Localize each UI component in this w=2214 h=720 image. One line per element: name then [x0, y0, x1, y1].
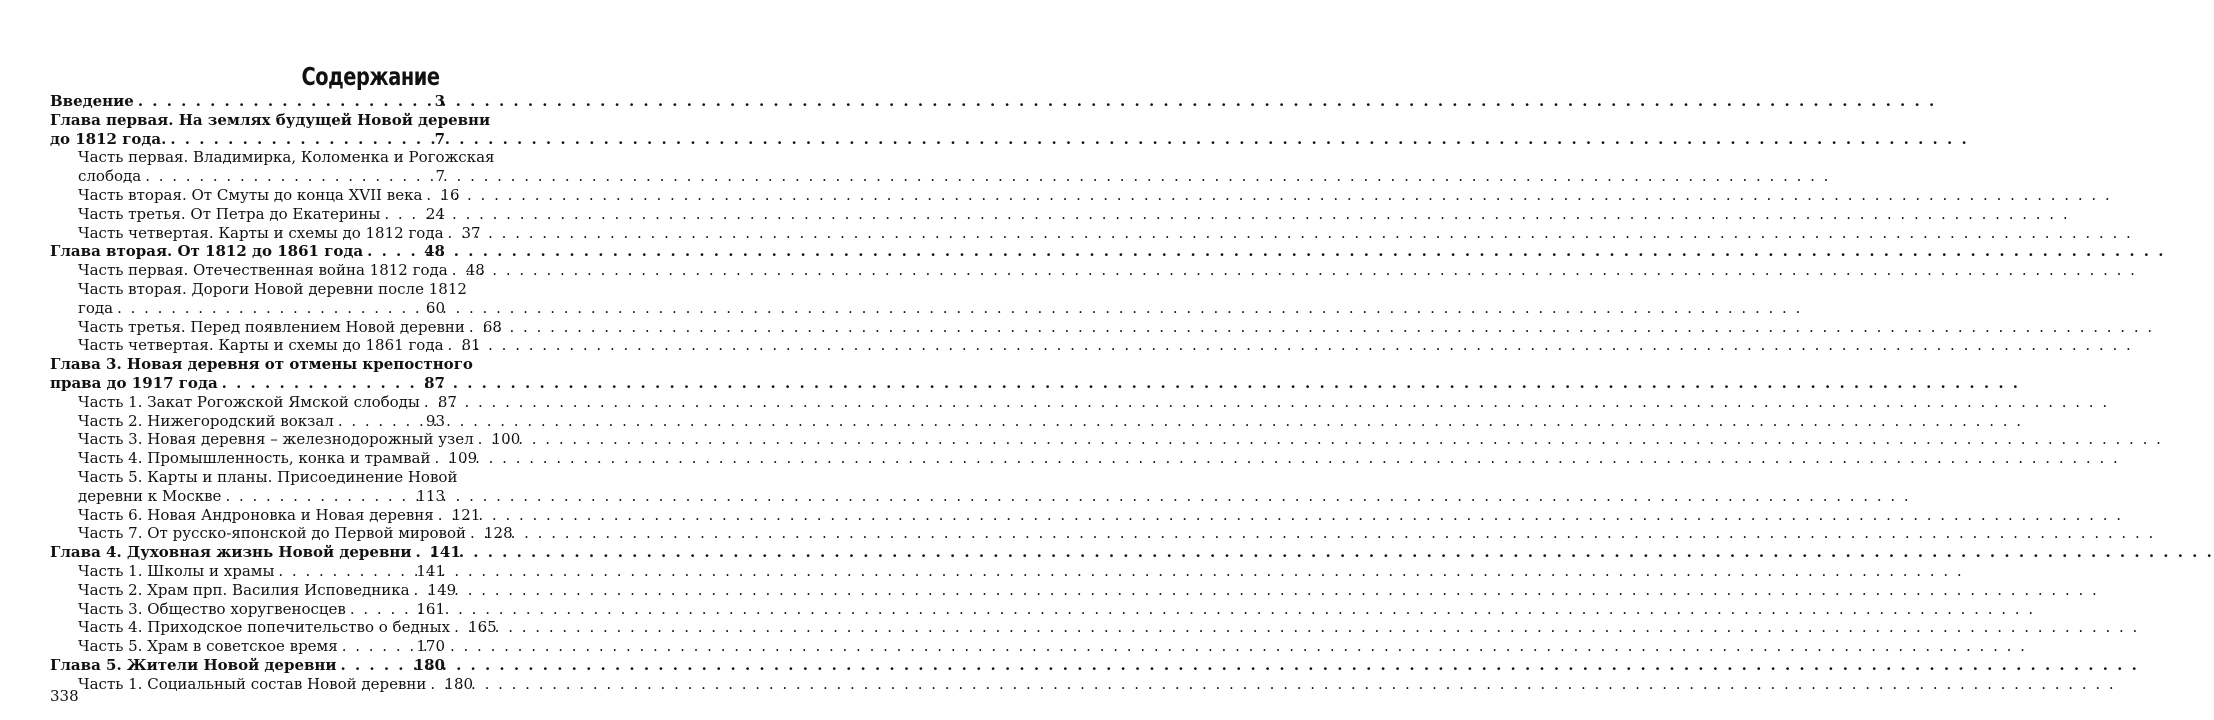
toc-entry-label-line1: Глава первая. На землях будущей Новой деревни [50, 110, 491, 129]
page-title: Содержание [301, 62, 440, 91]
toc-entry-page: 24 [425, 204, 445, 223]
toc-entry-label: Глава 4. Духовная жизнь Новой деревни [50, 543, 412, 562]
toc-entry-page: 81 [461, 336, 481, 355]
dot-leader [341, 656, 410, 675]
toc-entry-label: деревни к Москве [78, 486, 222, 505]
toc-entry-chapter-3[interactable] [50, 355, 473, 393]
toc-entry-label-line1: Часть первая. Владимирка, Коломенка и Рогожская [78, 148, 495, 167]
toc-entry-page: 7 [435, 167, 445, 186]
toc-entry-page: 149 [427, 580, 457, 599]
toc-entry-label: года [78, 298, 114, 317]
toc-entry-label: Часть 3. Общество хоругвеносцев [78, 599, 346, 618]
toc-entry-introduction[interactable] [50, 92, 445, 111]
dot-leader [448, 224, 458, 243]
toc-entry-page: 68 [482, 317, 502, 336]
toc-entry-label: Часть 4. Приходское попечительство о бедных [78, 618, 451, 637]
toc-entry-ch2-part-3[interactable] [50, 317, 502, 337]
dot-leader [414, 581, 424, 600]
toc-entry-ch3-part-7[interactable] [50, 524, 513, 543]
dot-leader [435, 449, 445, 468]
toc-entry-label: Часть 4. Промышленность, конка и трамвай [78, 449, 431, 468]
dot-leader [138, 92, 431, 111]
dot-leader [225, 487, 412, 506]
toc-entry-label: Часть 7. От русско-японской до Первой мировой [78, 524, 466, 543]
toc-entry-page: 60 [425, 298, 445, 317]
toc-entry-page: 48 [465, 261, 485, 280]
dot-leader [384, 205, 422, 224]
book-page [0, 0, 521, 720]
toc-entry-page: 141 [416, 561, 445, 580]
toc-entry-ch2-part-1[interactable] [50, 261, 485, 280]
toc-entry-page: 100 [491, 430, 521, 449]
toc-entry-ch3-part-2[interactable] [50, 412, 445, 431]
toc-entry-label: Часть 2. Храм прп. Василия Исповедника [78, 580, 410, 599]
dot-leader [170, 130, 430, 149]
toc-entry-label: Введение [50, 92, 134, 110]
toc-entry-page: 128 [484, 524, 513, 543]
toc-entry-ch2-part-2[interactable] [50, 279, 467, 318]
dot-leader [350, 600, 413, 619]
toc-entry-chapter-4[interactable] [50, 543, 461, 562]
toc-entry-page: 180 [444, 674, 474, 693]
toc-entry-label: Часть четвертая. Карты и схемы до 1861 года [78, 336, 444, 355]
toc-entry-ch1-part-3[interactable] [50, 205, 445, 224]
toc-entry-label: Часть третья. От Петра до Екатерины [78, 204, 381, 223]
toc-entry-label: Часть 3. Новая деревня – железнодорожный узел [78, 430, 474, 449]
toc-entry-ch4-part-2[interactable] [50, 580, 457, 600]
toc-entry-ch3-part-1[interactable] [50, 392, 457, 412]
toc-entry-chapter-2[interactable] [50, 242, 445, 261]
dot-leader [470, 524, 480, 543]
toc-entry-page: 165 [468, 618, 497, 637]
dot-leader [416, 543, 426, 562]
toc-entry-ch5-part-1[interactable] [50, 674, 474, 694]
toc-entry-label: до 1812 года. [50, 129, 167, 148]
dot-leader [145, 167, 431, 186]
toc-entry-page: 141 [429, 543, 461, 562]
dot-leader [452, 261, 462, 280]
toc-entry-page: 37 [461, 223, 481, 242]
toc-entry-label: права до 1917 года [50, 373, 218, 392]
toc-entry-label: слобода [78, 167, 142, 186]
toc-entry-ch3-part-6[interactable] [50, 505, 481, 525]
dot-leader [338, 412, 422, 431]
dot-leader [424, 393, 434, 412]
toc-entry-label: Часть первая. Отечественная война 1812 года [78, 261, 448, 280]
toc-entry-label-line1: Часть вторая. Дороги Новой деревни после 1812 [78, 279, 467, 298]
toc-entry-ch3-part-3[interactable] [50, 430, 521, 449]
toc-entry-label: Часть вторая. От Смуты до конца XVII века [78, 185, 423, 204]
dot-leader [448, 336, 458, 355]
toc-entry-page: 16 [440, 185, 460, 204]
dot-leader [478, 430, 488, 449]
toc-entry-chapter-5[interactable] [50, 656, 445, 675]
toc-entry-ch2-part-4[interactable] [50, 336, 481, 355]
toc-entry-label: Часть 1. Социальный состав Новой деревни [78, 674, 427, 693]
toc-entry-page: 3 [434, 92, 445, 110]
toc-entry-page: 113 [416, 486, 445, 505]
toc-entry-ch1-part-4[interactable] [50, 223, 481, 243]
toc-entry-page: 109 [448, 449, 478, 468]
toc-entry-page: 93 [425, 411, 445, 430]
toc-entry-page: 48 [424, 242, 445, 261]
toc-entry-page: 161 [416, 599, 445, 618]
dot-leader [454, 618, 464, 637]
toc-entry-label-line1: Часть 5. Карты и планы. Присоединение Новой [78, 467, 458, 486]
toc-entry-label: Часть 1. Школы и храмы [78, 561, 275, 580]
toc-entry-page: 180 [413, 655, 445, 674]
dot-leader [367, 242, 420, 261]
page-number: 338 [50, 687, 79, 705]
dot-leader [426, 186, 436, 205]
toc-entry-label: Часть третья. Перед появлением Новой деревни [78, 317, 465, 336]
dot-leader [278, 562, 412, 581]
toc-entry-page: 170 [416, 637, 445, 656]
toc-entry-label: Часть 6. Новая Андроновка и Новая деревня [78, 505, 434, 524]
toc-entry-ch3-part-5[interactable] [50, 467, 458, 506]
dot-leader [430, 675, 440, 694]
toc-entry-label: Глава 5. Жители Новой деревни [50, 655, 337, 674]
toc-entry-label: Часть 5. Храм в советское время [78, 637, 338, 656]
toc-entry-ch3-part-4[interactable] [50, 449, 478, 468]
toc-entry-page: 87 [437, 392, 457, 411]
toc-entry-ch4-part-5[interactable] [50, 637, 445, 656]
toc-entry-page: 7 [434, 129, 445, 148]
dot-leader [469, 318, 479, 337]
toc-entry-ch4-part-4[interactable] [50, 618, 497, 637]
toc-entry-label: Часть 1. Закат Рогожской Ямской слободы [78, 392, 420, 411]
toc-entry-ch4-part-3[interactable] [50, 600, 445, 619]
toc-entry-ch1-part-2[interactable] [50, 185, 460, 205]
dot-leader [342, 637, 413, 656]
toc-entry-label-line1: Глава 3. Новая деревня от отмены крепостного [50, 355, 473, 374]
dot-leader [117, 299, 422, 318]
toc-entry-chapter-1[interactable] [50, 110, 491, 149]
toc-entry-label: Глава вторая. От 1812 до 1861 года [50, 242, 364, 261]
toc-entry-ch1-part-1[interactable] [50, 148, 495, 186]
toc-entry-ch4-part-1[interactable] [50, 562, 445, 581]
toc-entry-label: Часть четвертая. Карты и схемы до 1812 года [78, 223, 444, 242]
table-of-contents [50, 92, 521, 694]
toc-entry-page: 121 [451, 505, 481, 524]
toc-entry-label: Часть 2. Нижегородский вокзал [78, 411, 334, 430]
dot-leader [222, 374, 420, 393]
toc-entry-page: 87 [424, 373, 445, 392]
dot-leader [438, 506, 448, 525]
